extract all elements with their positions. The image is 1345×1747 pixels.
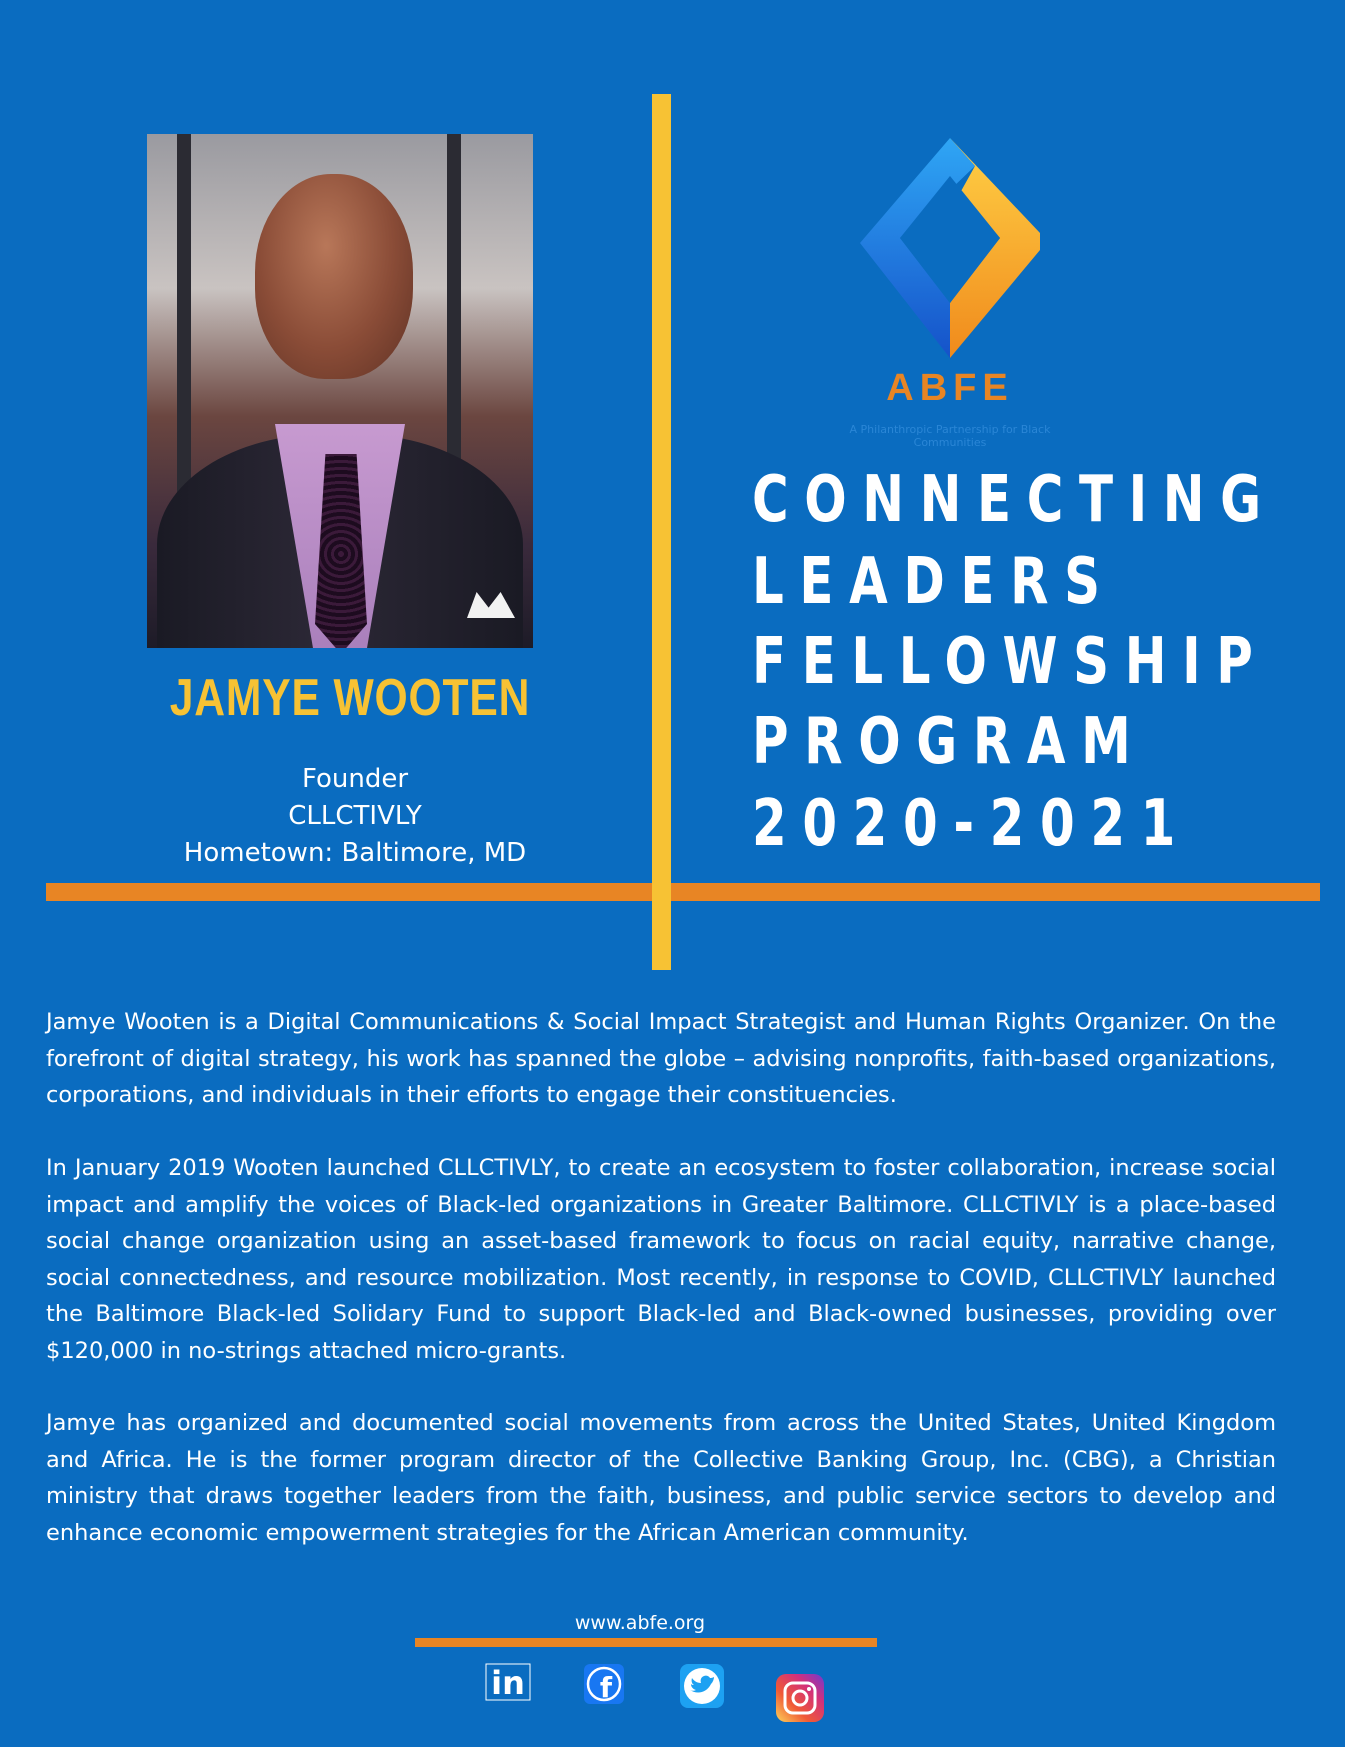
portrait-photo xyxy=(147,134,533,648)
bio-paragraph: Jamye Wooten is a Digital Communications & Social Impact Strategist and Human Rights Organizer. On the forefront of digital strategy, his work has spanned the globe – advising nonprofits, faith-based organizations, corporations, and individuals in their efforts to engage their constituencies. xyxy=(46,1009,1276,1109)
person-title: Founder xyxy=(301,764,409,794)
vertical-divider xyxy=(652,94,671,970)
horizontal-divider xyxy=(46,883,1320,901)
facebook-icon[interactable] xyxy=(584,1664,624,1704)
abfe-logo-icon xyxy=(860,138,1040,358)
person-organization: CLLCTIVLY xyxy=(288,801,422,831)
program-title-line: FELLOWSHIP xyxy=(752,625,1269,699)
twitter-icon[interactable] xyxy=(680,1664,724,1708)
program-title-line: CONNECTING xyxy=(752,463,1277,537)
website-link[interactable]: www.abfe.org xyxy=(574,1612,706,1634)
program-title-line: PROGRAM xyxy=(752,705,1147,779)
program-title-line: LEADERS xyxy=(752,545,1116,619)
head xyxy=(255,174,413,379)
svg-text:f: f xyxy=(599,1671,613,1704)
program-title-line: 2020-2021 xyxy=(752,787,1191,861)
person-hometown: Hometown: Baltimore, MD xyxy=(183,838,527,868)
instagram-icon[interactable] xyxy=(776,1674,824,1722)
bio-paragraph: In January 2019 Wooten launched CLLCTIVLY, to create an ecosystem to foster collaboration, increase social impact and amplify the voices of Black-led organizations in Greater Baltimore. CLLCTIVLY is a place-based social change organization using an asset-based framework to focus on racial equity, narrative change, social connectedness, and resource mobilization. Most recently, in response to COVID, CLLCTIVLY launched the Baltimore Black-led Solidary Fund to support Black-led and Black-owned businesses, providing over $120,000 in no-strings attached micro-grants. xyxy=(46,1155,1276,1364)
footer-divider xyxy=(415,1638,877,1647)
logo-tagline: A Philanthropic Partnership for Black Communities xyxy=(849,423,1051,449)
person-name: JAMYE WOOTEN xyxy=(169,669,531,727)
logo-wordmark: ABFE xyxy=(886,367,1014,409)
linkedin-icon[interactable] xyxy=(484,1662,532,1702)
bio-paragraph: Jamye has organized and documented social movements from across the United States, United Kingdom and Africa. He is the former program director of the Collective Banking Group, Inc. (CBG), a Christian ministry that draws together leaders from the faith, business, and public service sectors to develop and enhance economic empowerment strategies for the African American community. xyxy=(46,1410,1276,1546)
svg-text:in: in xyxy=(491,1664,525,1702)
